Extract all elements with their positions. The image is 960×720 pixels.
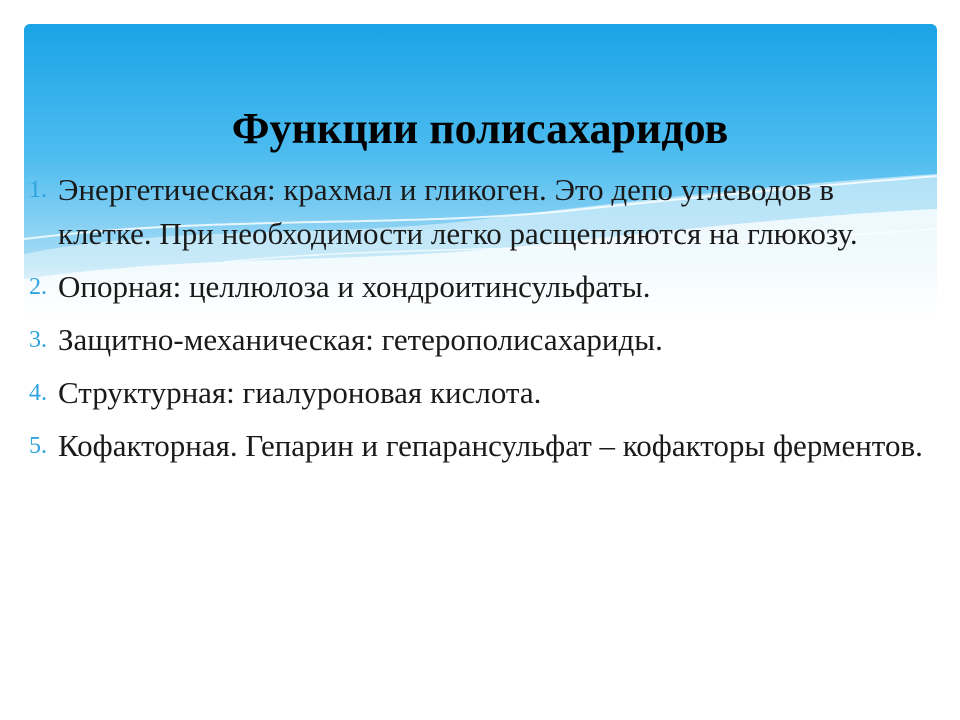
list-item	[24, 318, 924, 362]
list-item-text: Кофакторная. Гепарин и гепарансульфат – кофакторы ферментов.	[58, 428, 923, 463]
list-item-number: 2.	[29, 274, 47, 300]
list-item-number: 5.	[29, 433, 47, 459]
list-item-text: Энергетическая: крахмал и гликоген. Это депо углеводов в клетке. При необходимости легко расщепляются на глюкозу.	[58, 172, 858, 251]
list-item-number: 3.	[29, 327, 47, 353]
list-item	[24, 424, 924, 468]
slide-title: Функции полисахаридов	[231, 104, 729, 153]
list-item	[24, 168, 924, 256]
list-item-number: 1.	[29, 177, 47, 203]
list-item-number: 4.	[29, 380, 47, 406]
list-item	[24, 371, 924, 415]
list-item-text: Защитно-механическая: гетерополисахариды.	[58, 322, 663, 357]
list-item-text: Опорная: целлюлоза и хондроитинсульфаты.	[58, 269, 651, 304]
functions-list	[24, 168, 924, 477]
list-item	[24, 265, 924, 309]
list-item-text: Структурная: гиалуроновая кислота.	[58, 375, 542, 410]
